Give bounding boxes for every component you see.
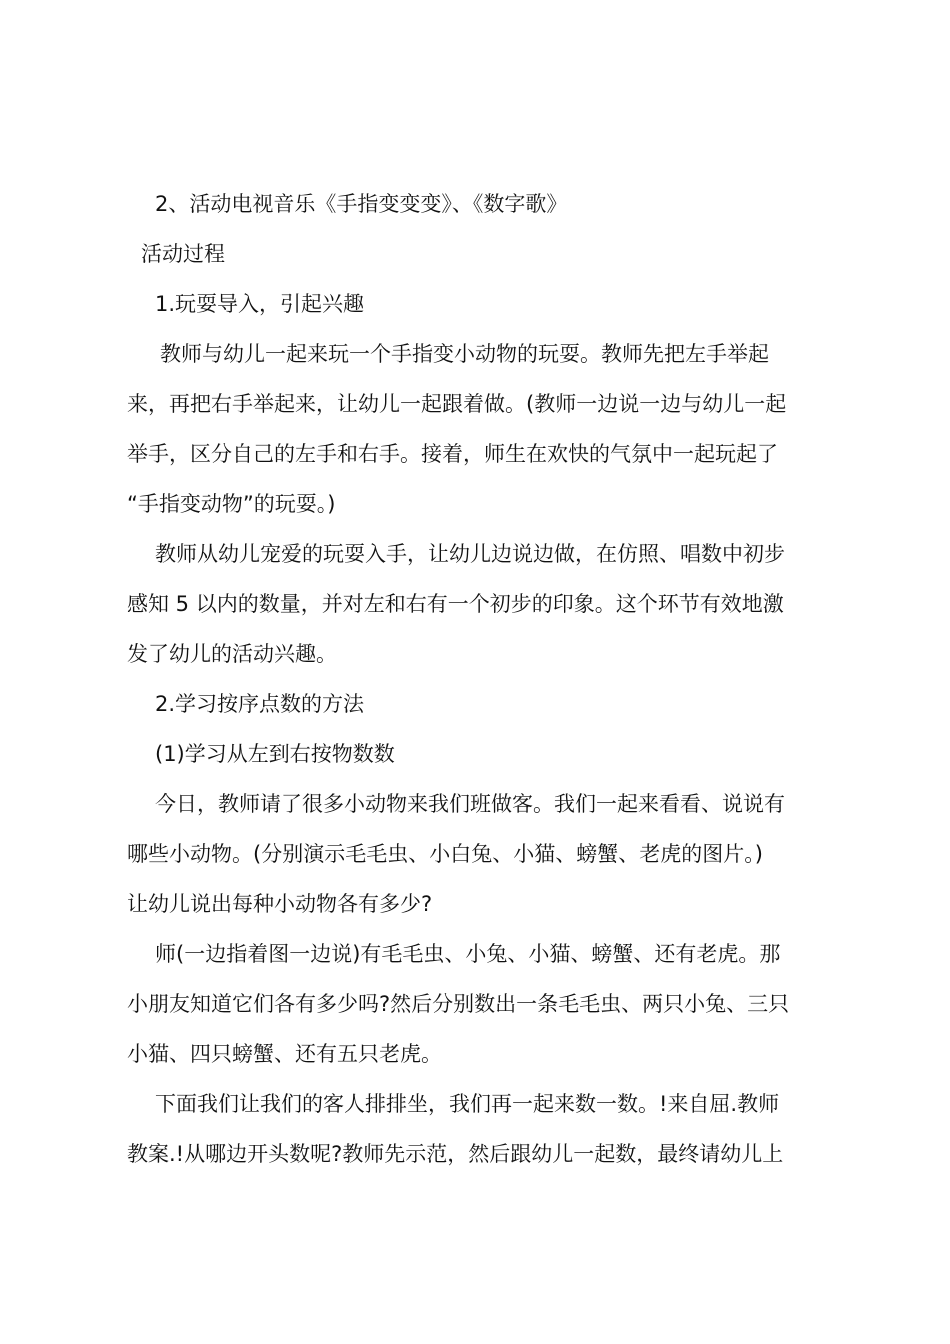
section-heading: 活动过程	[141, 242, 225, 266]
paragraph-line: 举手，区分自己的左手和右手。接着，师生在欢快的气氛中一起玩起了	[127, 442, 778, 466]
paragraph-line: 感知 5 以内的数量，并对左和右有一个初步的印象。这个环节有效地激	[127, 592, 784, 616]
paragraph-line: 小朋友知道它们各有多少吗?然后分别数出一条毛毛虫、两只小兔、三只	[127, 992, 790, 1016]
paragraph-line: 师(一边指着图一边说)有毛毛虫、小兔、小猫、螃蟹、还有老虎。那	[155, 942, 781, 966]
paragraph-line: 教案.!从哪边开头数呢?教师先示范，然后跟幼儿一起数，最终请幼儿上	[127, 1142, 784, 1166]
paragraph-line: “手指变动物”的玩耍。)	[127, 492, 336, 516]
subheading: 2.学习按序点数的方法	[155, 692, 365, 716]
paragraph-line: 发了幼儿的活动兴趣。	[127, 642, 337, 666]
paragraph-line: 教师从幼儿宠爱的玩耍入手，让幼儿边说边做，在仿照、唱数中初步	[155, 542, 785, 566]
subheading: 1.玩耍导入，引起兴趣	[155, 292, 365, 316]
text-line: 2、活动电视音乐《手指变变变》、《数字歌》	[155, 192, 568, 216]
paragraph-line: 来，再把右手举起来，让幼儿一起跟着做。(教师一边说一边与幼儿一起	[127, 392, 787, 416]
paragraph-line: 下面我们让我们的客人排排坐，我们再一起来数一数。!来自屈.教师	[155, 1092, 780, 1116]
subheading: (1)学习从左到右按物数数	[155, 742, 395, 766]
paragraph-line: 今日，教师请了很多小动物来我们班做客。我们一起来看看、说说有	[155, 792, 785, 816]
paragraph-line: 小猫、四只螃蟹、还有五只老虎。	[127, 1042, 442, 1066]
paragraph-line: 哪些小动物。(分别演示毛毛虫、小白兔、小猫、螃蟹、老虎的图片。)	[127, 842, 763, 866]
paragraph-line: 教师与幼儿一起来玩一个手指变小动物的玩耍。教师先把左手举起	[160, 342, 769, 366]
paragraph-line: 让幼儿说出每种小动物各有多少?	[127, 892, 433, 916]
